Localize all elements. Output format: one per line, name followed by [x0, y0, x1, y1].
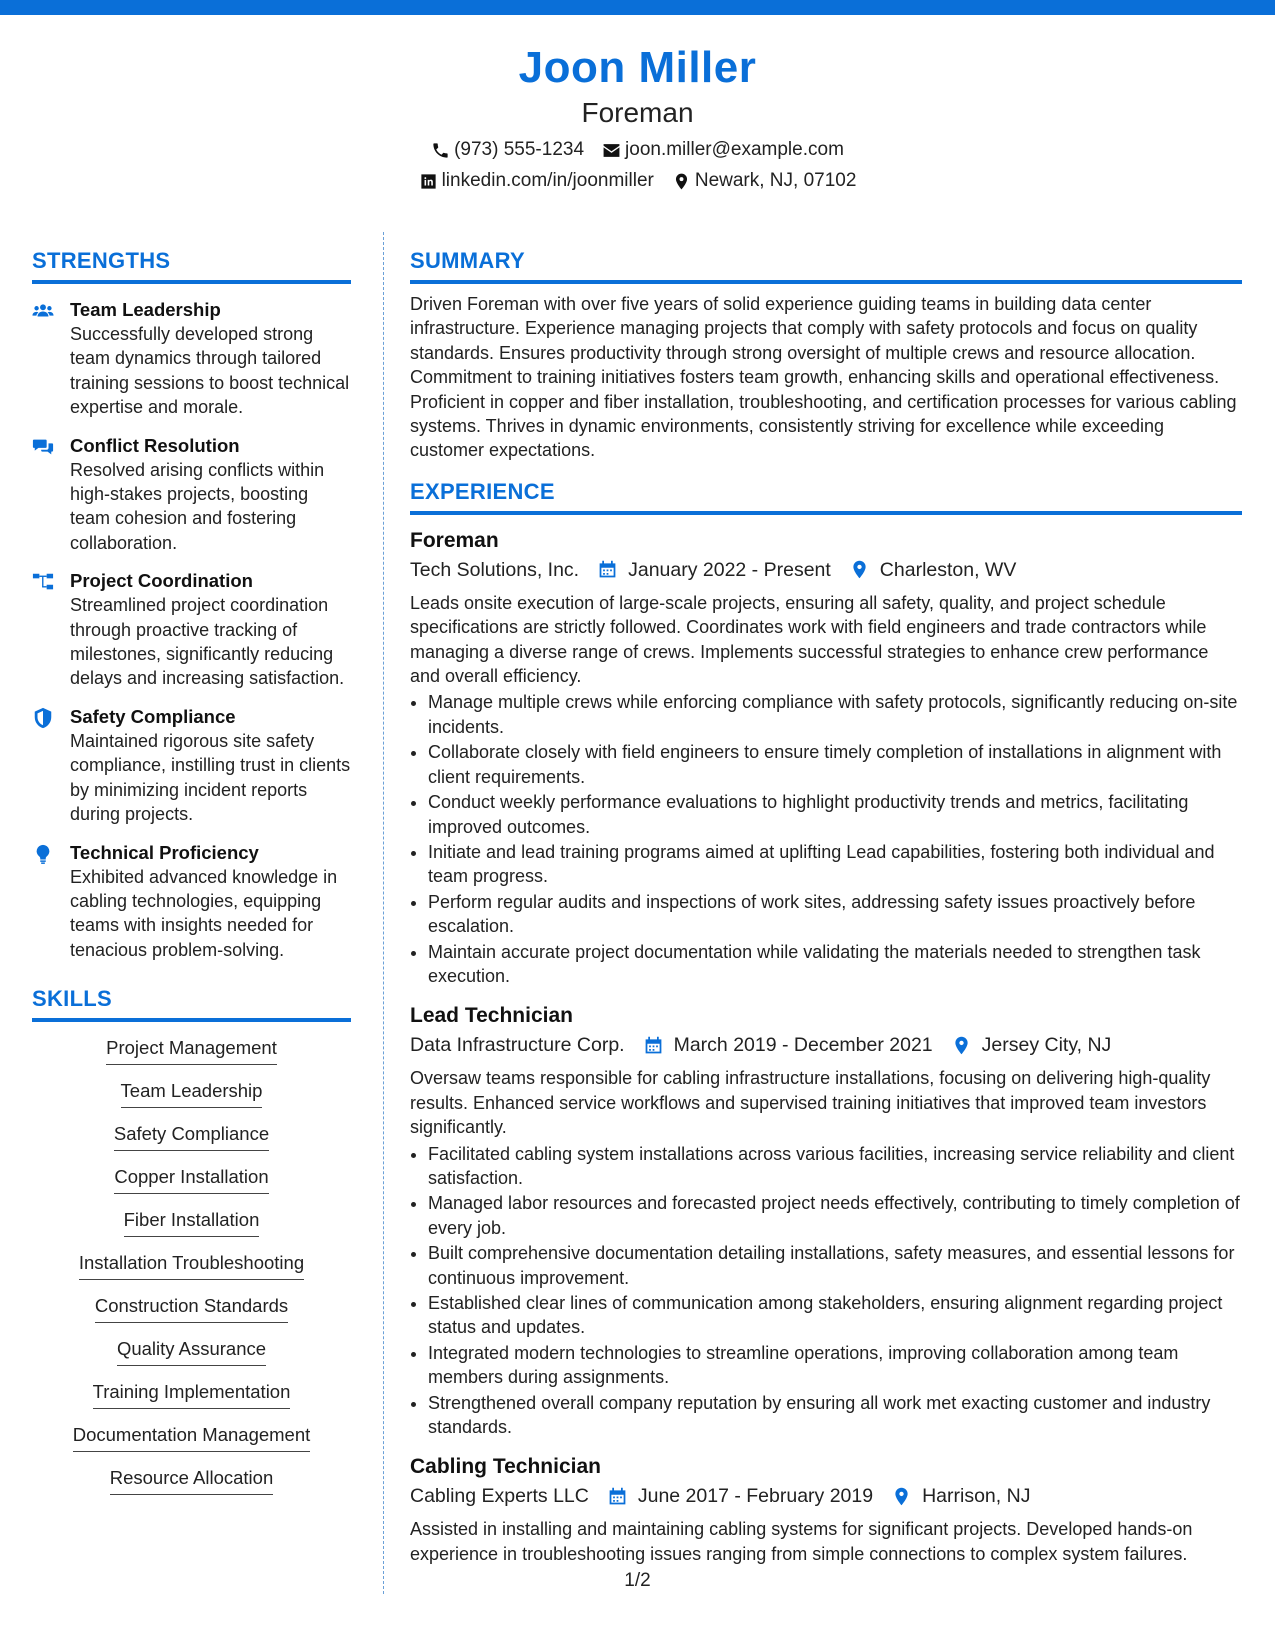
skill-item: Project Management	[106, 1036, 277, 1065]
map-pin-icon	[891, 1486, 912, 1507]
job-bullets	[410, 690, 1242, 988]
skill-item: Documentation Management	[73, 1423, 311, 1452]
strength-title: Team Leadership	[70, 299, 221, 320]
resume-header	[0, 42, 1275, 195]
email-text[interactable]: joon.miller@example.com	[625, 139, 844, 160]
strength-title: Project Coordination	[70, 570, 253, 592]
job-bullets	[410, 1142, 1242, 1440]
linkedin-text[interactable]: linkedin.com/in/joonmiller	[441, 170, 654, 191]
job-company: Data Infrastructure Corp.	[410, 1034, 625, 1057]
job-meta	[410, 555, 1242, 585]
strength-title: Conflict Resolution	[70, 434, 240, 456]
phone-text: (973) 555-1234	[454, 139, 585, 160]
column-divider	[383, 232, 384, 1594]
strength-desc: Exhibited advanced knowledge in cabling technologies, equipping teams with insights needed for tenacious problem-solving.	[70, 866, 338, 960]
job-bullet: • Initiate and lead training programs aimed at uplifting Lead capabilities, fostering both individual and team progress.	[428, 840, 1242, 889]
job-bullet: • Built comprehensive documentation detailing installations, safety measures, and essential lessons for continuous improvement.	[428, 1241, 1242, 1290]
strength-item	[32, 569, 351, 691]
strength-desc: Successfully developed strong team dynamics through tailored training sessions to boost technical expertise and morale.	[70, 324, 350, 418]
job-bullet: • Manage multiple crews while enforcing compliance with safety protocols, significantly reducing on-site incidents.	[428, 690, 1242, 739]
page-number: 1/2	[624, 1570, 651, 1591]
job-meta	[410, 1030, 1242, 1060]
job-location: Jersey City, NJ	[981, 1034, 1112, 1057]
job-bullet: • Facilitated cabling system installations across various facilities, increasing service reliability and client satisfaction.	[428, 1142, 1242, 1191]
candidate-name: Joon Miller	[518, 43, 757, 92]
strength-title: Technical Proficiency	[70, 841, 259, 863]
summary-text: Driven Foreman with over five years of solid experience guiding teams in building data center infrastructure. Experience managing projects that comply with safety protocols and focus on quality standards. Ensures productivity through strong oversight of multiple crews and resource allocation. Commitment to training initiatives fosters team growth, enhancing skills and operational effectiveness. Proficient in copper and fiber installation, troubleshooting, and certification processes for various cabling systems. Thrives in dynamic environments, consistently striving for excellence while exceeding customer expectations.	[410, 294, 1237, 461]
job-bullet: • Maintain accurate project documentation while validating the materials needed to strengthen task execution.	[428, 940, 1242, 989]
job-dates: March 2019 - December 2021	[673, 1034, 933, 1057]
linkedin-icon	[419, 172, 438, 191]
location-item	[672, 167, 857, 195]
skill-item: Resource Allocation	[110, 1466, 274, 1495]
strength-item	[32, 298, 351, 420]
job-entry	[410, 1002, 1242, 1439]
job-description: Assisted in installing and maintaining cabling systems for significant projects. Developed hands-on experience in troubleshooting issues ranging from simple connections to complex system failures.	[410, 1519, 1193, 1564]
strength-item	[32, 841, 351, 963]
skill-item: Quality Assurance	[117, 1337, 266, 1366]
right-column	[410, 246, 1242, 1566]
strength-title: Safety Compliance	[70, 705, 236, 727]
shield-icon	[32, 707, 54, 729]
job-bullet: • Conduct weekly performance evaluations to highlight productivity trends and metrics, facilitating improved outcomes.	[428, 790, 1242, 839]
job-bullet: • Perform regular audits and inspections of work sites, addressing safety issues proactively before escalation.	[428, 890, 1242, 939]
job-entry	[410, 527, 1242, 989]
experience-heading: EXPERIENCE	[410, 477, 1242, 515]
map-pin-icon	[951, 1035, 972, 1056]
job-entry	[410, 1453, 1242, 1566]
map-pin-icon	[849, 559, 870, 580]
job-bullet: • Strengthened overall company reputation by ensuring all work met exacting customer and industry standards.	[428, 1391, 1242, 1440]
users-icon	[32, 300, 54, 322]
job-title: Lead Technician	[410, 1004, 573, 1028]
strength-desc: Streamlined project coordination through proactive tracking of milestones, significantly reducing delays and increasing satisfaction.	[70, 595, 345, 689]
job-description: Oversaw teams responsible for cabling infrastructure installations, focusing on delivering high-quality results. Enhanced service workflows and supervised training initiatives that improved team investors significantly.	[410, 1068, 1211, 1138]
strength-item	[32, 434, 351, 556]
job-meta	[410, 1481, 1242, 1511]
skill-item: Construction Standards	[95, 1294, 288, 1323]
comments-icon	[32, 436, 54, 458]
phone-item	[431, 136, 584, 164]
job-dates: January 2022 - Present	[628, 558, 831, 581]
strengths-heading: STRENGTHS	[32, 246, 351, 284]
location-text: Newark, NJ, 07102	[694, 170, 857, 191]
email-item[interactable]	[602, 136, 844, 164]
job-title: Foreman	[410, 528, 499, 552]
candidate-role: Foreman	[581, 97, 694, 128]
skills-heading: SKILLS	[32, 984, 351, 1022]
skill-item: Installation Troubleshooting	[79, 1251, 304, 1280]
map-pin-icon	[672, 172, 691, 191]
job-bullet: • Collaborate closely with field engineers to ensure timely completion of installations in alignment with client requirements.	[428, 740, 1242, 789]
job-dates: June 2017 - February 2019	[637, 1485, 874, 1508]
lightbulb-icon	[32, 843, 54, 865]
skill-item: Fiber Installation	[124, 1208, 260, 1237]
job-location: Harrison, NJ	[922, 1485, 1031, 1508]
job-description: Leads onsite execution of large-scale projects, ensuring all safety, quality, and project schedule specifications are strictly followed. Coordinates work with field engineers and trade contractors while managing a diverse range of crews. Implements successful strategies to enhance crew performance and overall efficiency.	[410, 592, 1209, 687]
skill-item: Training Implementation	[93, 1380, 291, 1409]
contact-row-2	[0, 167, 1275, 195]
job-title: Cabling Technician	[410, 1455, 601, 1479]
job-company: Tech Solutions, Inc.	[410, 558, 580, 581]
skill-item: Team Leadership	[121, 1079, 263, 1108]
left-column	[32, 246, 351, 1509]
sitemap-icon	[32, 571, 54, 593]
summary-heading: SUMMARY	[410, 246, 1242, 284]
skills-list	[32, 1036, 351, 1509]
strength-item	[32, 705, 351, 827]
linkedin-item[interactable]	[419, 167, 654, 195]
job-location: Charleston, WV	[879, 558, 1017, 581]
calendar-icon	[597, 559, 618, 580]
job-bullet: • Integrated modern technologies to streamline operations, improving collaboration among team members during assignments.	[428, 1341, 1242, 1390]
job-company: Cabling Experts LLC	[410, 1485, 589, 1508]
job-bullet: • Managed labor resources and forecasted project needs effectively, contributing to timely completion of every job.	[428, 1191, 1242, 1240]
strength-desc: Resolved arising conflicts within high-stakes projects, boosting team cohesion and fostering collaboration.	[70, 459, 325, 553]
calendar-icon	[607, 1486, 628, 1507]
job-bullet: • Established clear lines of communication among stakeholders, ensuring alignment regarding project status and updates.	[428, 1291, 1242, 1340]
phone-icon	[431, 141, 450, 160]
skill-item: Safety Compliance	[114, 1122, 269, 1151]
contact-row-1	[0, 136, 1275, 164]
strength-desc: Maintained rigorous site safety compliance, instilling trust in clients by minimizing incident reports during projects.	[70, 730, 351, 825]
calendar-icon	[643, 1035, 664, 1056]
skill-item: Copper Installation	[114, 1165, 268, 1194]
envelope-icon	[602, 141, 621, 160]
top-accent-bar	[0, 0, 1275, 15]
